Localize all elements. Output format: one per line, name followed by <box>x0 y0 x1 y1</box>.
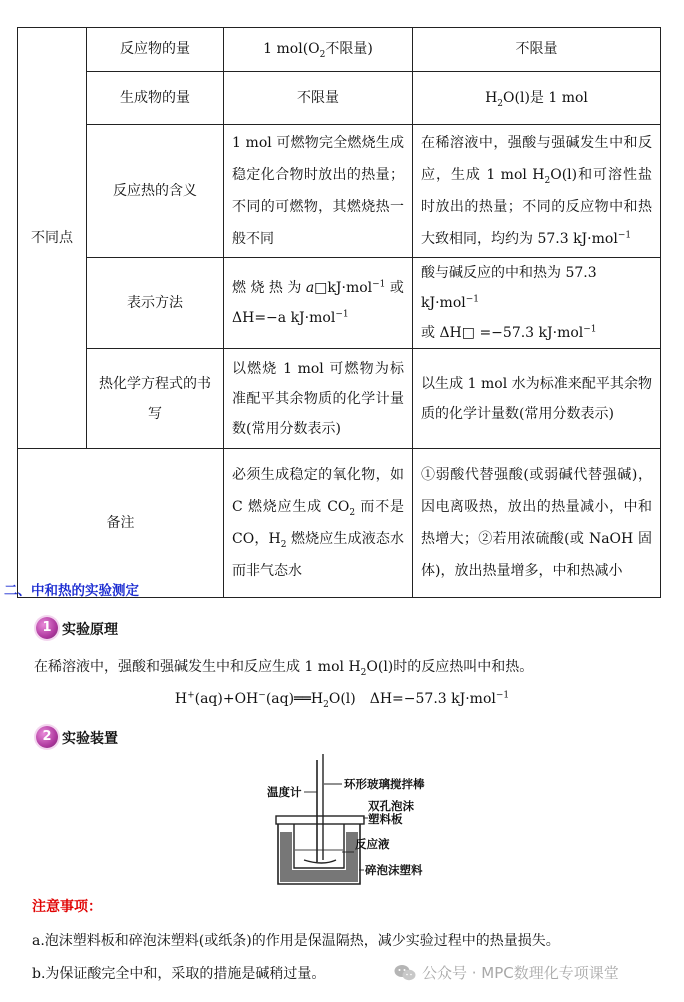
cell-neutralization: 不限量 <box>413 28 661 72</box>
table-row <box>18 349 661 449</box>
table-row <box>18 72 661 125</box>
cell-combustion: 不限量 <box>224 72 413 125</box>
cell-combustion: 1 $mol(O_2$不限量) <box>224 28 413 72</box>
cell-remark-combustion: 必须生成稳定的氧化物，如 C 燃烧应生成 $CO_2$ 而不是 CO，$H_2$ 燃烧应生成液态水而非气态水 <box>224 449 413 598</box>
wechat-icon <box>394 964 416 982</box>
row-label: 反应热的含义 <box>87 125 224 258</box>
cell-combustion: 1 mol 可燃物完全燃烧生成稳定化合物时放出的热量；不同的可燃物，其燃烧热一般不同 <box>224 125 413 258</box>
cell-combustion: 燃 烧 热 为 a□kJ·mol$^{-1}$ 或 ΔH=−a kJ·mol$^{-1}$ <box>224 258 413 349</box>
step-1-badge: 1 <box>36 617 58 639</box>
neutralization-equation: $H^+(aq)+OH^-(aq)══H_2O(l)$ ΔH=−57.3 kJ·mol$^{-1}$ <box>174 690 510 710</box>
step-2-badge: 2 <box>36 726 58 748</box>
table-row <box>18 258 661 349</box>
stirrer <box>304 754 336 863</box>
step-2-title: 实验装置 <box>62 731 118 747</box>
row-label: 热化学方程式的书写 <box>87 349 224 449</box>
cell-neutralization: 酸与碱反应的中和热为 57.3 kJ·mol$^{-1}$ 或 ΔH□ =−57.3 kJ·mol$^{-1}$ <box>413 258 661 349</box>
row-label: 生成物的量 <box>87 72 224 125</box>
section-title: 二、中和热的实验测定 <box>4 583 139 599</box>
cell-neutralization: 在稀溶液中，强酸与强碱发生中和反应，生成 1 mol $H_2O(l)$和可溶性盐时放出的热量；不同的反应物中和热大致相同，均约为 57.3 kJ·mol$^{-1}$ <box>413 125 661 258</box>
label-liquid: 反应液 <box>355 837 390 851</box>
foam-fill <box>280 832 358 882</box>
label-board-line1: 双孔泡沫 <box>368 799 414 813</box>
row-label: 表示方法 <box>87 258 224 349</box>
label-foam: 碎泡沫塑料 <box>365 863 423 877</box>
table-row <box>18 28 661 72</box>
group-label: 不同点 <box>18 28 87 449</box>
note-a: a.泡沫塑料板和碎泡沫塑料(或纸条)的作用是保温隔热，减少实验过程中的热量损失。 <box>32 933 560 949</box>
label-board-line2: 塑料板 <box>368 812 403 826</box>
note-b: b.为保证酸完全中和，采取的措施是碱稍过量。 <box>32 966 326 982</box>
principle-text: 在稀溶液中，强酸和强碱发生中和反应生成 1 mol $H_2O(l)$时的反应热叫中和热。 <box>34 659 534 678</box>
foam-board <box>276 816 364 824</box>
row-label: 反应物的量 <box>87 28 224 72</box>
remark-label: 备注 <box>18 449 224 598</box>
table-row <box>18 125 661 258</box>
label-stirrer: 环形玻璃搅拌棒 <box>344 777 425 791</box>
cell-combustion: 以燃烧 1 mol 可燃物为标准配平其余物质的化学计量数(常用分数表示) <box>224 349 413 449</box>
comparison-table <box>17 27 661 598</box>
watermark <box>394 962 619 983</box>
step-1-title: 实验原理 <box>62 622 118 638</box>
cell-neutralization: 以生成 1 mol 水为标准来配平其余物质的化学计量数(常用分数表示) <box>413 349 661 449</box>
inner-beaker <box>294 824 344 868</box>
notes-title: 注意事项： <box>32 899 102 915</box>
cell-neutralization: $H_2O(l)$是 1 mol <box>413 72 661 125</box>
calorimeter-diagram <box>262 752 432 890</box>
label-thermometer: 温度计 <box>267 785 302 799</box>
watermark-text: 公众号 · MPC数理化专项课堂 <box>422 964 619 982</box>
cell-remark-neutralization: ①弱酸代替强酸(或弱碱代替强碱)，因电离吸热，放出的热量减小，中和热增大；②若用浓硫酸(或 NaOH 固体)，放出热量增多，中和热减小 <box>413 449 661 598</box>
table-row <box>18 449 661 598</box>
